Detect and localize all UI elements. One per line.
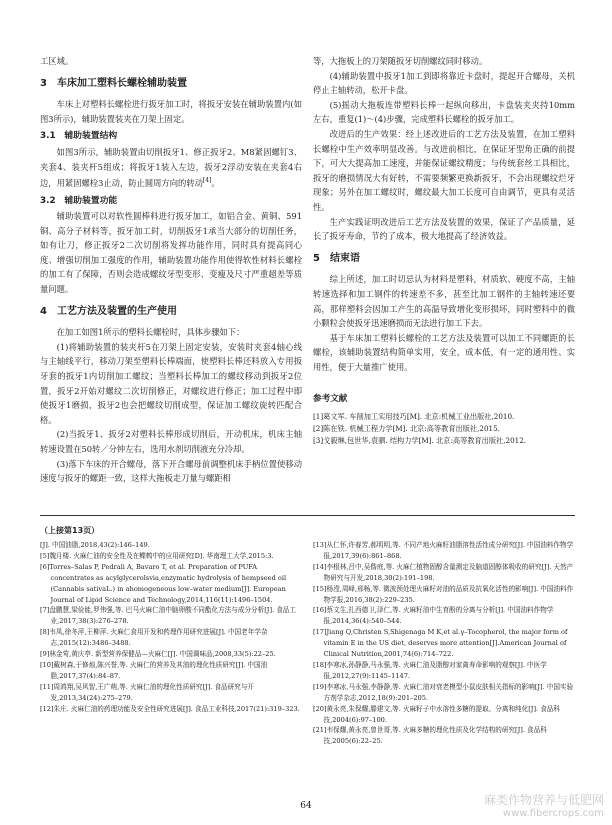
improvement-paragraph: 改进后的生产效果：经上述改进后的工艺方法及装置，在加工塑料长螺栓中生产效率明显改善。与改进前相比，在保证牙型角正确的前提下，可大大提高加工速度，并能保证螺纹精度；与传统套丝工具相比，扳牙的磨损情况大有好转，不需要频繁更换新扳牙，不会出现螺纹烂牙现象；另外在加工螺纹时，螺纹最大加工长度可自由调节，更具有灵活性。 <box>313 128 575 212</box>
reference-item: [7]盘鹏慧,梁俭能,罗伟强,等. 巴马火麻仁油中脑卵酸不同酯化方法与成分分析[J]. 食品工业,2017,38(3):276–278. <box>40 606 296 626</box>
reference-item: [19]李寒冰,马永强,李静静,等. 火麻仁油对衰老模型小鼠皮肤相关指标的影响[J]. 中国实验方剂学杂志,2012,18(9):201–205. <box>313 682 574 702</box>
section-3-2-heading: 3.2 辅助装置功能 <box>40 195 118 206</box>
section-3-1-paragraph: 如图3所示，辅助装置由切削扳牙1、修正扳牙2、M8紧固螺钉3、夹套4、装夹杆5组成；将扳牙1装入左边，扳牙2浮动安装在夹套4右边，用紧固螺栓3止动，防止圆周方向的转动[4]。 <box>40 146 302 188</box>
reference-item: [10]戴树森,于修烛,陈兴誉,等. 火麻仁的营养及其油的理化性质研究[J]. 中国油脂,2017,37(4):84–87. <box>40 660 268 680</box>
section-4-heading: 4 工艺方法及装置的生产使用 <box>40 305 177 317</box>
watermark-url: www.fibercrops.com <box>502 808 604 819</box>
section-5-paragraph-1: 综上所述，加工时切忌认为材料是塑料，材质软、硬度不高，主轴转速选择和加工钢件的转速差不多，甚至比加工钢件的主轴转速还要高，那样塑料会因加工产生的高温导致增化变形损坏，同时塑料中的微小颗粒会使扳牙迅速磨损而无法进行加工下去。 <box>313 274 575 329</box>
practice-paragraph: 生产实践证明改进后工艺方法及装置的效果，保证了产品质量，延长了扳牙寿命，节约了成本，极大地提高了经济效益。 <box>313 216 575 242</box>
right-column <box>313 54 575 447</box>
intro-text: 工区域。 <box>40 56 74 66</box>
section-3-2-paragraph: 辅助装置可以对软性圆棒料进行扳牙加工，如铝合金、黄铜、591铜、高分子材料等，扳牙加工时，切削扳牙1承当大部分的切削任务，如有让刀，修正扳牙2二次切削将发挥功能作用，同时具有提高同心度、增强切削加工强度的作用，辅助装置功能作用使得软性材料长螺栓的加工有了保障，否则会造成螺纹牙型变形、变瘦及尺寸严重超差等质量问题。 <box>40 211 302 295</box>
continued-references-left <box>40 540 302 715</box>
reference-item: [18]李寒冰,孙静静,马永强,等. 火麻仁油及脂醇对家禽寿命影响的观察[J]. 中医学报,2012,27(9):1145–1147. <box>313 660 547 680</box>
continued-references-right <box>313 540 575 747</box>
step-4: (4)辅助装置中扳牙1加工到即将靠近卡盘时，提起开合螺母，关机停止主轴转动，松开卡盘。 <box>313 70 575 96</box>
section-4-intro: 在加工如图1所示的塑料长螺栓时，具体步骤如下： <box>56 327 245 338</box>
reference-item: [2]陈在铁. 机械工程力学[M]. 北京:高等教育出版社,2015. <box>313 424 500 434</box>
section-5-paragraph-2: 基于车床加工塑料长螺栓的工艺方法及装置可以加工不同螺距的长螺栓，该辅助装置结构简单实用，安全，成本低，有一定的通用性、实用性，便于大量推广使用。 <box>313 332 575 372</box>
reference-item: [1]葛文军. 车削加工实用技巧[M]. 北京:机械工业出版社,2010. <box>313 412 515 422</box>
reference-item: [17]Jiang Q,Christen S,Shigenaga M K,et al.γ–Tocopherol, the major form of vitamin E in the US diet, deserves more attention[J].American Journal of Clinical Nutrition,2001,74(6):714–722. <box>313 628 568 659</box>
watermark <box>484 791 604 819</box>
reference-item: [9]林金莺,黄庆亭. 新型营养保健品—火麻仁[J]. 中国调味品,2008,33(5):22–25. <box>40 650 276 659</box>
reference-item: [3]戈毅琳,包世华,袁驷. 结构力学[M]. 北京:高等教育出版社,2012. <box>313 436 527 446</box>
reference-item: [14]李根林,吕中,吴偕庭,等. 火麻仁植物固醇含量测定及脑道固醇体吸收的研究[J]. 天然产物研究与开发,2018,30(2):191–198. <box>313 562 574 582</box>
section-4-step-1: (1)将辅助装置的装夹杆5在刀架上固定安装，安装时夹套4轴心线与主轴线平行，移动刀架至塑料长棒端面，使塑料长棒还料放入专用扳牙套的扳牙1内切削加工螺纹；当塑料长棒加工的螺纹移动到扳牙2位置，扳牙2开始对螺纹二次切削修正，对螺纹进行修正；加工过程中即使扳牙1磨损，扳牙2也会把螺纹切削成型，保证加工螺纹旋转匹配合格。 <box>40 341 302 425</box>
section-4-step-3: (3)落下车床的开合螺母，落下开合螺母前调整机床手柄位置使移动速度与扳牙的螺距一致，这样大拖板走刀量与螺距相 <box>40 458 302 484</box>
page-number: 64 <box>300 801 312 811</box>
section-4-step-2: (2)当扳牙1、扳牙2对塑料长棒形成切削后，开动机床，机床主轴转速设置在50转／分钟左右，选用水剂切削液充分冷却。 <box>40 429 302 455</box>
section-3-paragraph: 车床上对塑料长螺栓进行扳牙加工时，将扳牙安装在辅助装置内(如图3所示)，辅助装置装夹在刀架上固定。 <box>40 99 302 124</box>
left-column <box>40 54 302 486</box>
step-5: (5)摇动大拖板连带塑料长棒一起纵向移出，卡盘装夹夹持10mm左右，重复(1)～(4)步骤，完成塑料长螺栓的扳牙加工。 <box>313 99 575 125</box>
watermark-title: 麻类作物营养与低肥网 <box>483 793 604 807</box>
section-5-heading: 5 结束语 <box>313 252 360 264</box>
reference-item: [20]黄永亮,朱保耀,滕建文,等. 火麻籽子中水溶性多糖的提取、分离和纯化[J]. 食品科技,2004(6):97–100. <box>313 704 560 724</box>
reference-item: [21]韦保耀,黄永亮,曾世哥,等. 火麻多糖的理化性质及化学结构的研究[J]. 食品科技,2005(6):22–25. <box>313 726 547 746</box>
reference-item: [8]韦凤,徐冬萍,王柳萍. 火麻仁食用开发和药理作用研究进展[J]. 中国老年学杂志,2015(12):3486–3488. <box>40 628 268 648</box>
section-divider <box>40 515 575 516</box>
reference-item: [16]蔡文生,扎西德卫,泽仁,等. 火麻籽油中生育酚的分离与分析[J]. 中国油料作物学报,2014,36(4):540–544. <box>313 606 554 626</box>
section-3-heading: 3 车床加工塑料长螺栓辅助装置 <box>40 77 187 89</box>
reference-item: [5]魏月楼. 火麻仁油的安全性及在鲽鹎中的应用研究[D]. 华南理工大学,2015:3. <box>40 551 274 560</box>
section-3-1-heading: 3.1 辅助装置结构 <box>40 131 118 142</box>
reference-item: [12]朱庄. 火麻仁油的药理功能及安全性研究进展[J]. 食品工业科技,2017(21):319–323. <box>40 704 300 713</box>
continued-from-label: （上接第13页） <box>40 526 100 535</box>
reference-item: [15]杨滢,周峰,邢畅,等. 微波预处理火麻籽对油的品质及抗氧化活性的影响[J]. 中国油料作物学报,2016,38(2):229–235. <box>313 584 574 604</box>
references-heading: 参考文献 <box>313 394 348 405</box>
continued-text: 等，大拖板上的刀架随扳牙切削螺纹同时移动。 <box>313 56 488 66</box>
reference-item: [6]Torres–Salas P, Pedrali A, Bavaro T, et al. Preparation of PUFA concentrates as acylglycerolsvia,enzymatic hydrolysis of hempseed oil (Cannabis sativaL.) in ahomogeneous low–water medium[J]. European Journal of Lipid Science and Technology,2014,116(11):1496–1504. <box>40 562 287 604</box>
reference-item: [J]. 中国油脂,2018,43(2):146–149. <box>40 541 150 549</box>
reference-item: [11]周鸿翔,吴风智,王广萌,等. 火麻仁油的理化性质研究[J]. 食品研究与开发,2013,34(24):275–279. <box>40 682 255 702</box>
reference-item: [13]从仁怀,许春芳,郝明明,等. 不同产地火麻籽油脂溶性活性成分研究[J]. 中国油料作物学报,2017,39(6):861–868. <box>313 541 574 560</box>
